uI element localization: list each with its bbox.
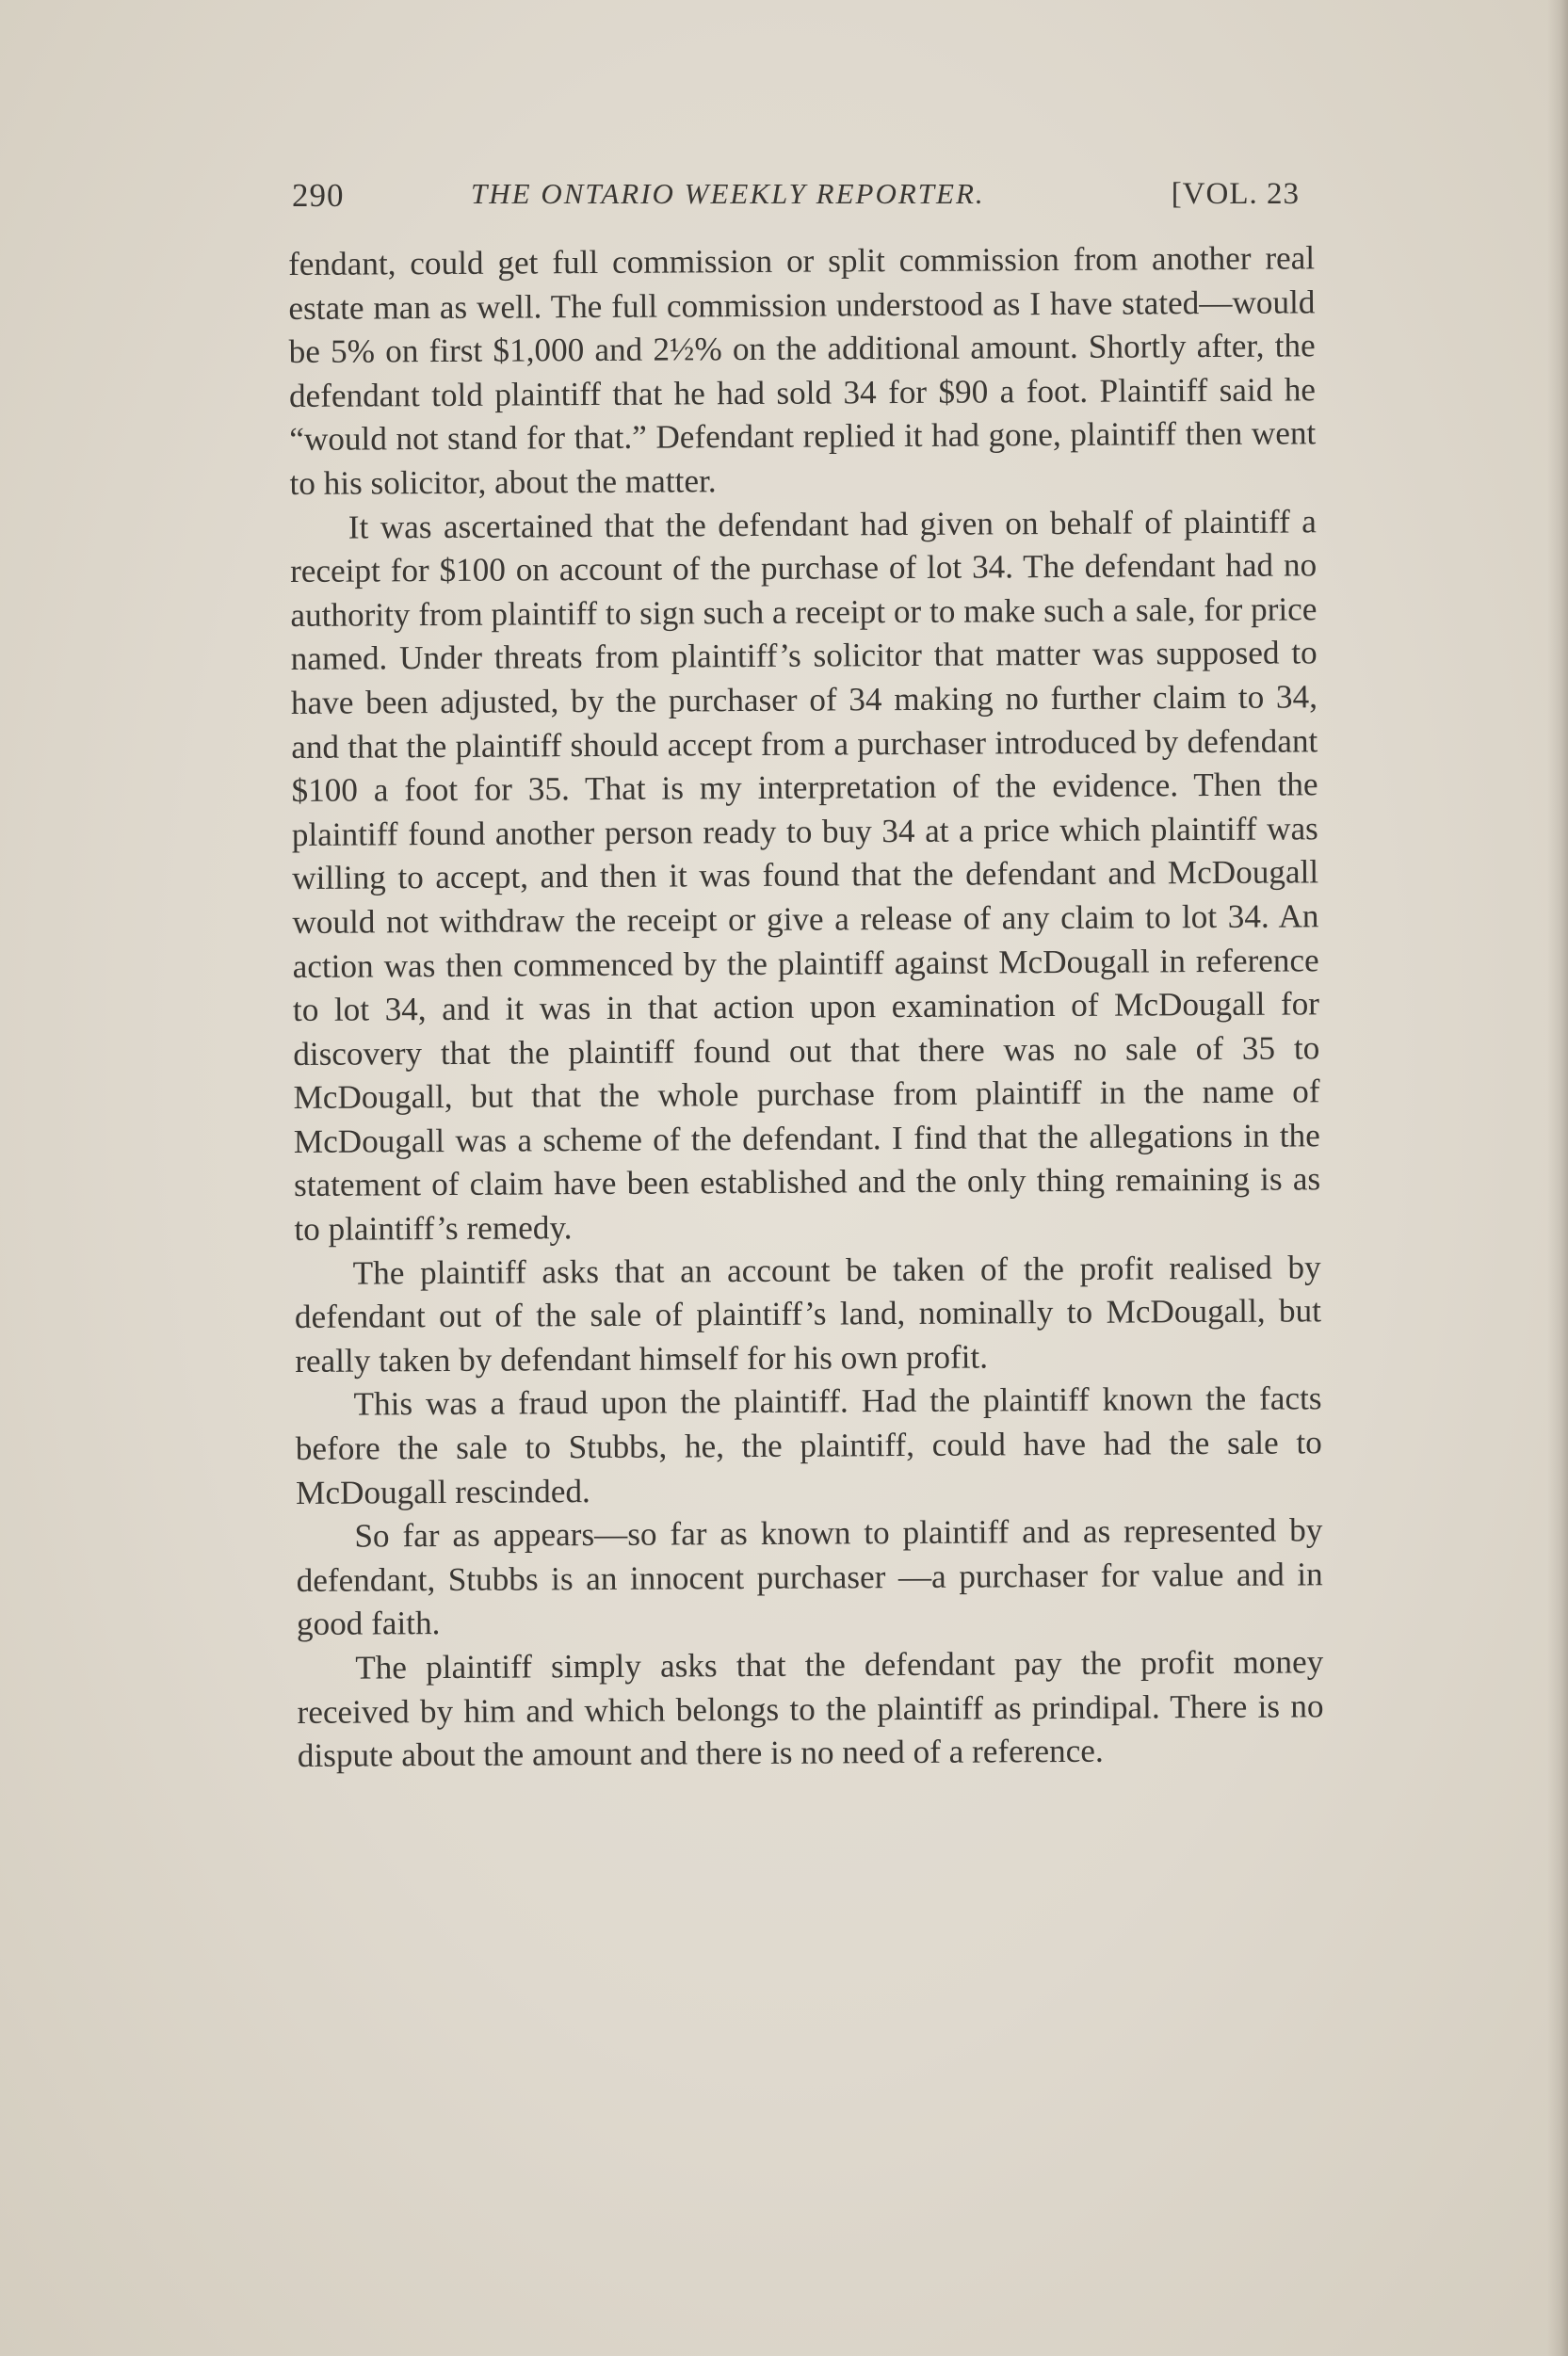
running-title: THE ONTARIO WEEKLY REPORTER. xyxy=(471,177,985,210)
paragraph: So far as appears—so far as known to plaintiff and as represented by defendant, Stubbs is an innocent purchaser —a purchaser for value and in good faith. xyxy=(296,1511,1323,1643)
paragraph: This was a fraud upon the plaintiff. Had the plaintiff known the facts before the sale to Stubbs, he, the plaintiff, could have had the sale to McDougall rescinded. xyxy=(295,1380,1322,1511)
volume-label: [VOL. 23 xyxy=(1171,177,1300,211)
paragraph: It was ascertained that the defendant had given on behalf of plaintiff a receipt for $100 on account of the purchase of lot 34. The defendant had no authority from plaintiff to sign such a receipt or to make such a sale, for price named. Under threats from plaintiff’s solicitor that matter was supposed to have been adjusted, by the purchaser of 34 making no further claim to 34, and that the plaintiff should accept from a purchaser introduced by defendant $100 a foot for 35. That is my interpretation of the evidence. Then the plaintiff found another person ready to buy 34 at a price which plaintiff was willing to accept, and then it was found that the defendant and McDougall would not withdraw the receipt or give a release of any claim to lot 34. An action was then commenced by the plaintiff against McDougall in reference to lot 34, and it was in that action upon examination of McDougall for discovery that the plaintiff found out that there was no sale of 35 to McDougall, but that the whole purchase from plaintiff in the name of McDougall was a scheme of the defendant. I find that the allegations in the statement of claim have been established and the only thing remaining is as to plaintiff’s remedy. xyxy=(290,502,1321,1249)
page-number: 290 xyxy=(292,177,345,214)
paragraph: The plaintiff asks that an account be taken of the profit realised by defendant out of the sale of plaintiff’s land, nominally to McDougall, but really taken by defendant himself for his own profit. xyxy=(294,1248,1322,1380)
paragraph-continued: fendant, could get full commission or split commission from another real estate man as well. The full commission understood as I have stated—would be 5% on first $1,000 and 2½% on the additional amount. Shortly after, the defendant told plaintiff that he had sold 34 for $90 a foot. Plaintiff said he “would not stand for that.” Defendant replied it had gone, plaintiff then went to his solicitor, about the matter. xyxy=(288,239,1317,502)
paragraph: The plaintiff simply asks that the defendant pay the profit money received by him and which belongs to the plaintiff as prindipal. There is no dispute about the amount and there is no need of a reference. xyxy=(297,1643,1324,1775)
page-edge-shadow xyxy=(1547,0,1568,2356)
body-text xyxy=(288,236,1324,1778)
page-header xyxy=(292,168,1300,224)
